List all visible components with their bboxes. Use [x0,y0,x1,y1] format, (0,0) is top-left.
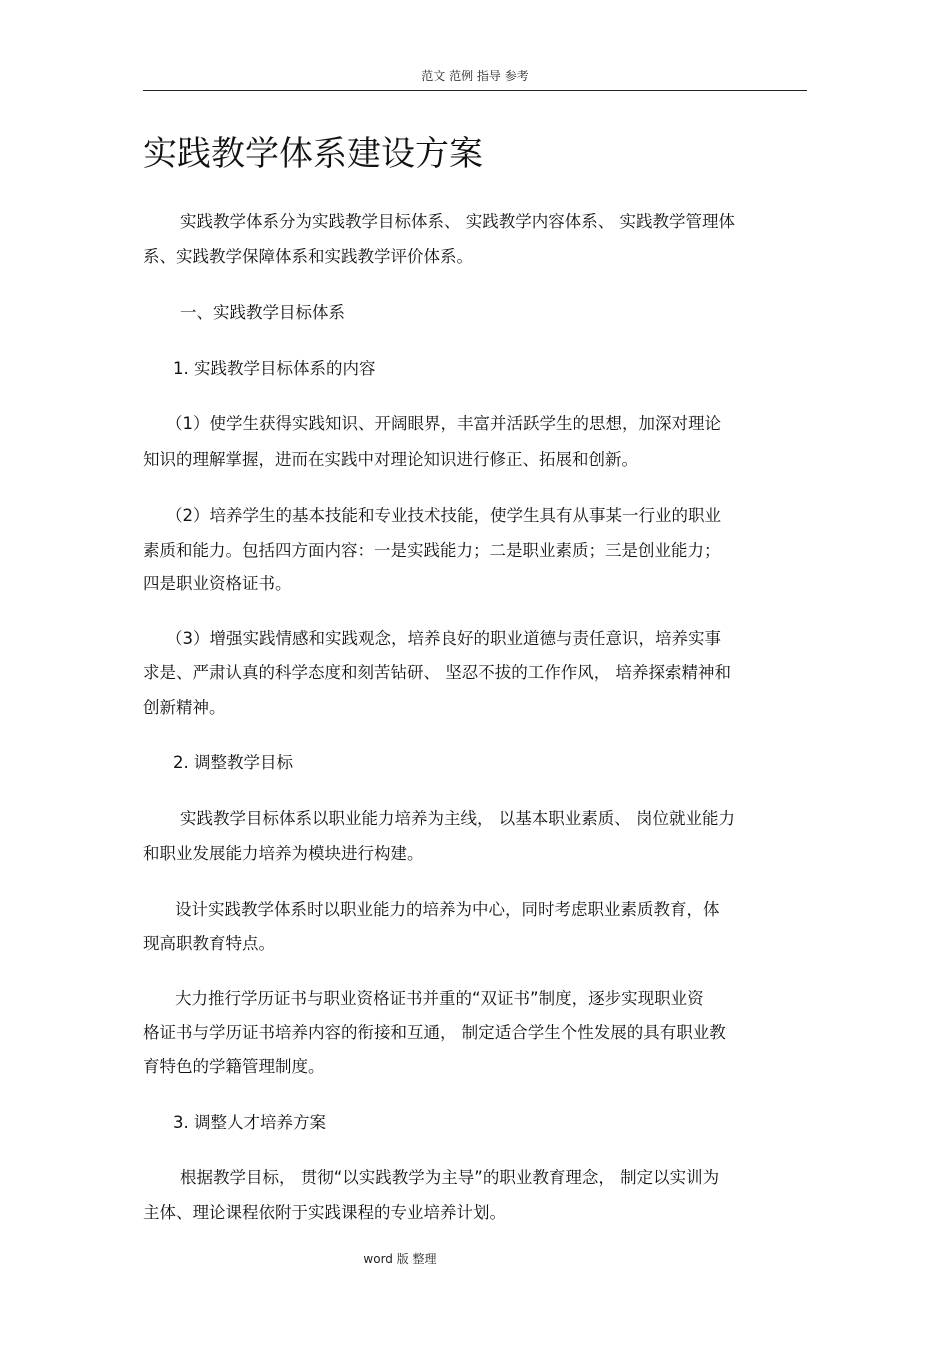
paragraph-line: 实践教学目标体系以职业能力培养为主线， 以基本职业素质、 岗位就业能力 [180,809,735,828]
subsection-heading: 2. 调整教学目标 [173,753,293,772]
paragraph-line: 系、实践教学保障体系和实践教学评价体系。 [143,247,473,266]
document-title: 实践教学体系建设方案 [143,134,483,174]
paragraph-line: （3）增强实践情感和实践观念，培养良好的职业道德与责任意识，培养实事 [166,629,721,648]
paragraph-line: 现高职教育特点。 [143,934,275,953]
page-footer: word 版 整理 [363,1252,437,1266]
paragraph-line: 知识的理解掌握，进而在实践中对理论知识进行修正、拓展和创新。 [143,450,638,469]
paragraph-line: 设计实践教学体系时以职业能力的培养为中心，同时考虑职业素质教育，体 [175,900,720,919]
paragraph-line: 根据教学目标， 贯彻“以实践教学为主导”的职业教育理念， 制定以实训为 [180,1168,720,1187]
paragraph-line: 育特色的学籍管理制度。 [143,1057,325,1076]
paragraph-line: 创新精神。 [143,698,226,717]
paragraph-line: （1）使学生获得实践知识、开阔眼界，丰富并活跃学生的思想，加深对理论 [166,414,721,433]
subsection-heading: 3. 调整人才培养方案 [173,1113,326,1132]
paragraph-line: 四是职业资格证书。 [143,574,292,593]
paragraph-line: 主体、理论课程依附于实践课程的专业培养计划。 [143,1203,506,1222]
paragraph-line: 格证书与学历证书培养内容的衔接和互通， 制定适合学生个性发展的具有职业教 [143,1023,726,1042]
paragraph-line: 和职业发展能力培养为模块进行构建。 [143,844,424,863]
paragraph-line: 大力推行学历证书与职业资格证书并重的“双证书”制度，逐步实现职业资 [175,989,704,1008]
paragraph-line: 实践教学体系分为实践教学目标体系、 实践教学内容体系、 实践教学管理体 [180,212,735,231]
paragraph-line: 素质和能力。包括四方面内容：一是实践能力；二是职业素质；三是创业能力； [143,541,721,560]
paragraph-line: 求是、严肃认真的科学态度和刻苦钻研、 坚忍不拔的工作作风， 培养探索精神和 [143,663,731,682]
paragraph-line: （2）培养学生的基本技能和专业技术技能，使学生具有从事某一行业的职业 [166,506,721,525]
section-heading: 一、实践教学目标体系 [180,303,345,322]
page-header: 范文 范例 指导 参考 [143,66,807,91]
subsection-heading: 1. 实践教学目标体系的内容 [173,359,376,378]
